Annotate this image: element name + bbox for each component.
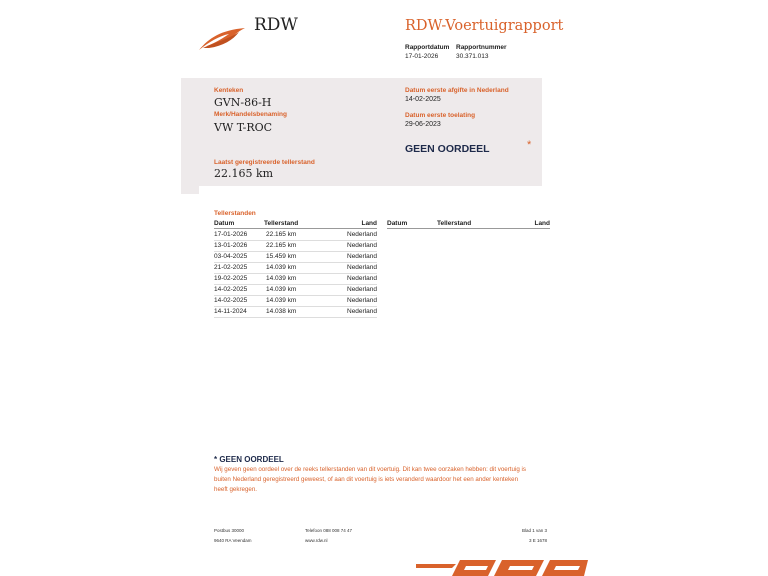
note-line-3: heeft gekregen. [214,486,258,493]
odometer-date: 14-02-2025 [214,286,248,293]
odometer-date: 14-11-2024 [214,308,247,315]
first-issue-nl-value: 14-02-2025 [405,96,441,103]
odometer-reading: 14.038 km [266,308,297,315]
col-date-left: Datum [214,220,235,227]
footer-page: Blad 1 van 3 [521,528,547,533]
footer-phone: Telefoon 088 008 74 47 [305,528,353,533]
footer-address-1: Postbus 30000 [214,528,245,533]
odometer-reading: 14.039 km [266,286,297,293]
footer-code: 3 E 1678 [528,538,547,543]
table-row-divider [214,284,377,285]
odometer-country: Nederland [347,231,377,238]
note-title: * GEEN OORDEEL [214,455,284,464]
first-admission-label: Datum eerste toelating [405,112,476,119]
odometer-date: 17-01-2026 [214,231,248,238]
header-divider-right [387,228,550,229]
brand-name: RDW [254,15,298,35]
plate-value: GVN-86-H [214,96,272,109]
decorative-stripe-icon [416,558,592,576]
col-date-right: Datum [387,220,408,227]
odometer-country: Nederland [347,242,377,249]
table-row-divider [214,251,377,252]
odometer-date: 03-04-2025 [214,253,248,260]
footer-address-2: 9640 RA Veendam [214,538,252,543]
odometer-reading: 22.165 km [266,231,297,238]
plate-label: Kenteken [214,87,244,94]
odometer-country: Nederland [347,308,377,315]
report-number: 30.371.013 [456,53,489,60]
odometer-reading: 15.459 km [266,253,297,260]
odometer-country: Nederland [347,253,377,260]
odometer-country: Nederland [347,297,377,304]
footer-website: www.rdw.nl [305,538,328,543]
odometer-date: 14-02-2025 [214,297,248,304]
table-row-divider [214,262,377,263]
odometer-reading: 14.039 km [266,275,297,282]
odometer-date: 21-02-2025 [214,264,248,271]
note-line-2: buiten Nederland geregistreerd geweest, of aan dit voertuig is iets veranderd waardoor het een ander kenteken [214,476,519,483]
verdict: GEEN OORDEEL [405,143,490,155]
report-date: 17-01-2026 [405,53,439,60]
odometer-country: Nederland [347,275,377,282]
odometer-date: 13-01-2026 [214,242,248,249]
panel-tab [181,186,199,194]
rdw-logo-icon [199,26,247,52]
report-date-label: Rapportdatum [405,44,450,51]
last-odometer-label: Laatst geregistreerde tellerstand [214,159,315,166]
note-line-1: Wij geven geen oordeel over de reeks tellerstanden van dit voertuig. Dit kan twee oorzaken hebben: dit voertuig is [214,466,526,473]
odometer-reading: 22.165 km [266,242,297,249]
odometer-date: 19-02-2025 [214,275,248,282]
make-value: VW T-ROC [214,121,273,134]
odometer-section-title: Tellerstanden [214,210,256,217]
first-admission-value: 29-06-2023 [405,121,441,128]
col-country-right: Land [534,220,550,227]
table-row-divider [214,317,377,318]
make-label: Merk/Handelsbenaming [214,111,287,118]
report-title: RDW-Voertuigrapport [405,18,564,34]
first-issue-nl-label: Datum eerste afgifte in Nederland [405,87,509,94]
odometer-reading: 14.039 km [266,297,297,304]
col-odo-left: Tellerstand [264,220,299,227]
odometer-country: Nederland [347,286,377,293]
col-odo-right: Tellerstand [437,220,472,227]
table-row-divider [214,240,377,241]
verdict-footnote-mark: * [527,139,532,151]
col-country-left: Land [361,220,377,227]
last-odometer-value: 22.165 km [214,167,274,180]
odometer-country: Nederland [347,264,377,271]
header-divider-left [214,228,377,229]
report-number-label: Rapportnummer [456,44,507,51]
table-row-divider [214,273,377,274]
table-row-divider [214,306,377,307]
table-row-divider [214,295,377,296]
odometer-reading: 14.039 km [266,264,297,271]
